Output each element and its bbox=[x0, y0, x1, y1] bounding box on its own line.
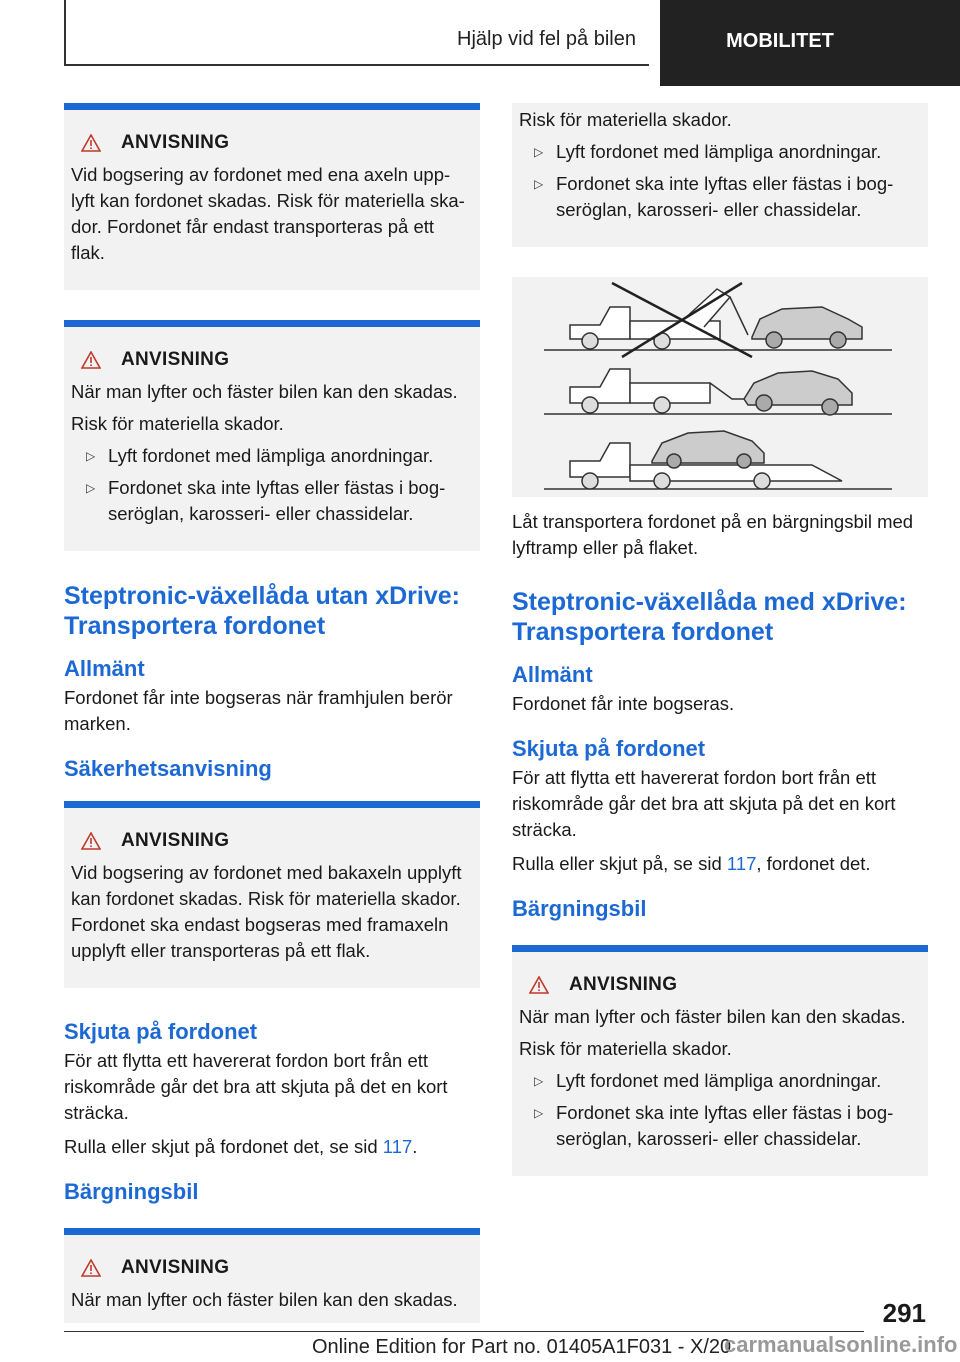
header-underline bbox=[64, 64, 649, 66]
section-heading: Steptronic-växellåda med xDrive: Transportera fordonet bbox=[512, 588, 907, 646]
section-title: Hjälp vid fel på bilen bbox=[457, 28, 636, 50]
list-item: ▷ Lyft fordonet med lämpliga anordningar. bbox=[519, 139, 920, 165]
warning-text: Vid bogsering av fordonet med bakaxeln upplyft kan fordonet skadas. Risk för materiella skador. Fordonet ska endast bogseras med framaxeln upplyft eller transporteras på ett flak. bbox=[71, 862, 462, 961]
warning-box bbox=[64, 1228, 480, 1323]
page-link[interactable]: 117 bbox=[726, 853, 757, 874]
subheading: Säkerhetsanvisning bbox=[64, 756, 272, 781]
warning-heading: ANVISNING bbox=[519, 974, 920, 996]
subheading: Skjuta på fordonet bbox=[64, 1019, 258, 1044]
warning-list bbox=[519, 139, 920, 223]
warning-heading: ANVISNING bbox=[71, 349, 472, 371]
left-column bbox=[64, 103, 480, 1353]
towing-methods-figure bbox=[512, 277, 928, 497]
subheading: Bärgningsbil bbox=[64, 1179, 199, 1204]
warning-text: Risk för materiella skador. bbox=[71, 413, 284, 434]
list-item: ▷ Fordonet ska inte lyftas eller fästas i bog-seröglan, karosseri- eller chassidelar. bbox=[71, 475, 472, 527]
warning-heading: ANVISNING bbox=[71, 1257, 472, 1279]
paragraph: Rulla eller skjut på fordonet det, se sid 117. bbox=[64, 1136, 418, 1157]
watermark: carmanualsonline.info bbox=[724, 1332, 958, 1357]
list-item: ▷ Fordonet ska inte lyftas eller fästas i bog-seröglan, karosseri- eller chassidelar. bbox=[519, 1100, 920, 1152]
paragraph: För att flytta ett havererat fordon bort från ett riskområde går det bra att skjuta på det en kort sträcka. bbox=[64, 1050, 448, 1123]
page-link[interactable]: 117 bbox=[382, 1136, 413, 1157]
chapter-tab[interactable] bbox=[660, 0, 960, 86]
paragraph: Fordonet får inte bogseras när framhjulen berör marken. bbox=[64, 687, 453, 734]
warning-text: När man lyfter och fäster bilen kan den skadas. bbox=[71, 1289, 458, 1310]
figure-caption: Låt transportera fordonet på en bärgningsbil med lyftramp eller på flaket. bbox=[512, 511, 914, 558]
warning-box bbox=[64, 320, 480, 551]
warning-triangle-icon bbox=[81, 1259, 101, 1277]
warning-text: När man lyfter och fäster bilen kan den skadas. bbox=[519, 1006, 906, 1027]
right-column bbox=[512, 103, 928, 1206]
subheading: Allmänt bbox=[64, 656, 145, 681]
paragraph: Rulla eller skjut på, se sid 117, fordonet det. bbox=[512, 853, 871, 874]
warning-list bbox=[519, 1068, 920, 1152]
list-item: ▷ Fordonet ska inte lyftas eller fästas i bog-seröglan, karosseri- eller chassidelar. bbox=[519, 171, 920, 223]
edition-note: Online Edition for Part no. 01405A1F031 - X/20 bbox=[312, 1336, 732, 1358]
paragraph: För att flytta ett havererat fordon bort från ett riskområde går det bra att skjuta på det en kort sträcka. bbox=[512, 767, 896, 840]
header-rule bbox=[64, 0, 66, 66]
section-heading: Steptronic-växellåda utan xDrive: Transportera fordonet bbox=[64, 582, 460, 640]
warning-text: Vid bogsering av fordonet med ena axeln upp-lyft kan fordonet skadas. Risk för materiella ska-dor. Fordonet får endast transporteras på ett flak. bbox=[71, 164, 465, 263]
warning-triangle-icon bbox=[81, 351, 101, 369]
chapter-tab-label: MOBILITET bbox=[726, 29, 834, 52]
page-number: 291 bbox=[882, 1298, 926, 1328]
warning-triangle-icon bbox=[81, 832, 101, 850]
warning-text: När man lyfter och fäster bilen kan den skadas. bbox=[71, 381, 458, 402]
subheading: Allmänt bbox=[512, 662, 593, 687]
subheading: Bärgningsbil bbox=[512, 896, 647, 921]
warning-triangle-icon bbox=[81, 134, 101, 152]
list-item: ▷ Lyft fordonet med lämpliga anordningar. bbox=[71, 443, 472, 469]
warning-box-continued bbox=[512, 103, 928, 247]
warning-box bbox=[512, 945, 928, 1176]
warning-heading: ANVISNING bbox=[71, 132, 472, 154]
warning-list bbox=[71, 443, 472, 527]
warning-text: Risk för materiella skador. bbox=[519, 109, 732, 130]
subheading: Skjuta på fordonet bbox=[512, 736, 706, 761]
warning-heading: ANVISNING bbox=[71, 830, 472, 852]
warning-triangle-icon bbox=[529, 976, 549, 994]
warning-box bbox=[64, 103, 480, 290]
list-item: ▷ Lyft fordonet med lämpliga anordningar. bbox=[519, 1068, 920, 1094]
warning-box bbox=[64, 801, 480, 988]
towing-illustration bbox=[512, 277, 928, 497]
warning-text: Risk för materiella skador. bbox=[519, 1038, 732, 1059]
paragraph: Fordonet får inte bogseras. bbox=[512, 693, 735, 714]
